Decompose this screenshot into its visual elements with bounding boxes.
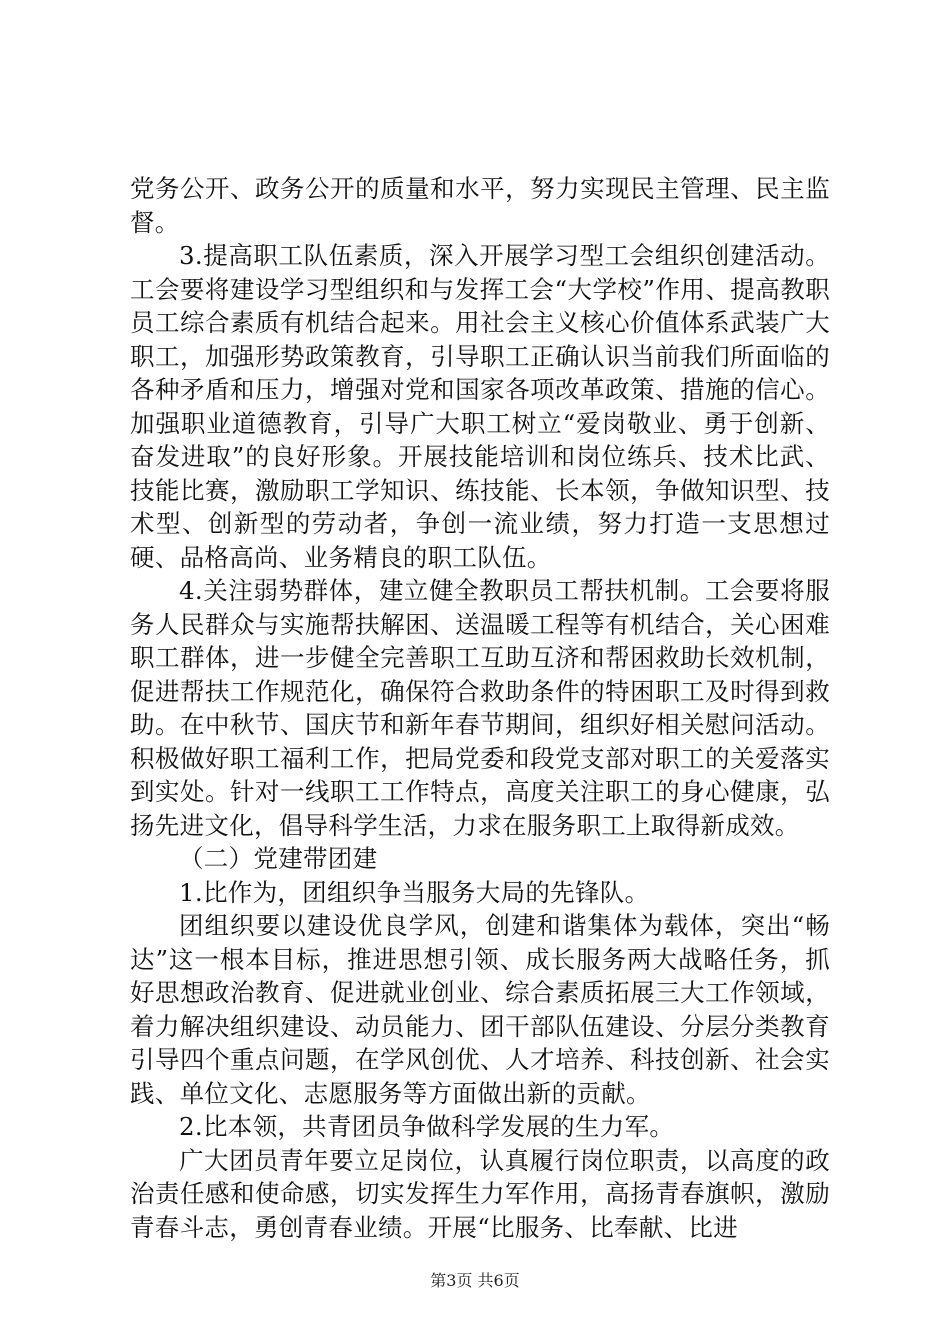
subheading-1: 1.比作为，团组织争当服务大局的先锋队。 bbox=[179, 877, 650, 907]
section-heading: （二）党建带团建 bbox=[179, 844, 378, 873]
paragraph-continuation: 党务公开、政务公开的质量和水平，努力实现民主管理、民主监督。 bbox=[130, 174, 830, 237]
page-footer: 第3页 共6页 bbox=[430, 1271, 520, 1290]
paragraph-item-4: 4.关注弱势群体，建立健全教职员工帮扶机制。工会要将服务人民群众与实施帮扶解困、送温暖工程等有机结合，关心困难职工群体，进一步健全完善职工互助互济和帮困救助长效机制，促进帮扶工作规范化，确保符合救助条件的特困职工及时得到救助。在中秋节、国庆节和新年春节期间，组织好相关慰问活动。积极做好职工福利工作，把局党委和段党支部对职工的关爱落实到实处。针对一线职工工作特点，高度关注职工的身心健康，弘扬先进文化，倡导科学生活，力求在服务职工上取得新成效。 bbox=[130, 576, 830, 840]
subheading-2: 2.比本领，共青团员争做科学发展的生力军。 bbox=[179, 1112, 675, 1141]
paragraph-body-2: 广大团员青年要立足岗位，认真履行岗位职责，以高度的政治责任感和使命感，切实发挥生力军作用，高扬青春旗帜，激励青春斗志，勇创青春业绩。开展“比服务、比奉献、比进 bbox=[130, 1145, 830, 1242]
paragraph-item-3: 3.提高职工队伍素质，深入开展学习型工会组织创建活动。工会要将建设学习型组织和与发挥工会“大学校”作用、提高教职员工综合素质有机结合起来。用社会主义核心价值体系武装广大职工，加强形势政策教育，引导职工正确认识当前我们所面临的各种矛盾和压力，增强对党和国家各项改革政策、措施的信心。加强职业道德教育，引导广大职工树立“爱岗敬业、勇于创新、奋发进取”的良好形象。开展技能培训和岗位练兵、技术比武、技能比赛，激励职工学知识、练技能、长本领，争做知识型、技术型、创新型的劳动者，争创一流业绩，努力打造一支思想过硬、品格高尚、业务精良的职工队伍。 bbox=[130, 241, 831, 572]
document-body bbox=[130, 172, 830, 1244]
paragraph-body-1: 团组织要以建设优良学风，创建和谐集体为载体，突出“畅达”这一根本目标，推进思想引领、成长服务两大战略任务，抓好思想政治教育、促进就业创业、综合素质拓展三大工作领域，着力解决组织建设、动员能力、团干部队伍建设、分层分类教育引导四个重点问题，在学风创优、人才培养、科技创新、社会实践、单位文化、志愿服务等方面做出新的贡献。 bbox=[130, 911, 831, 1108]
